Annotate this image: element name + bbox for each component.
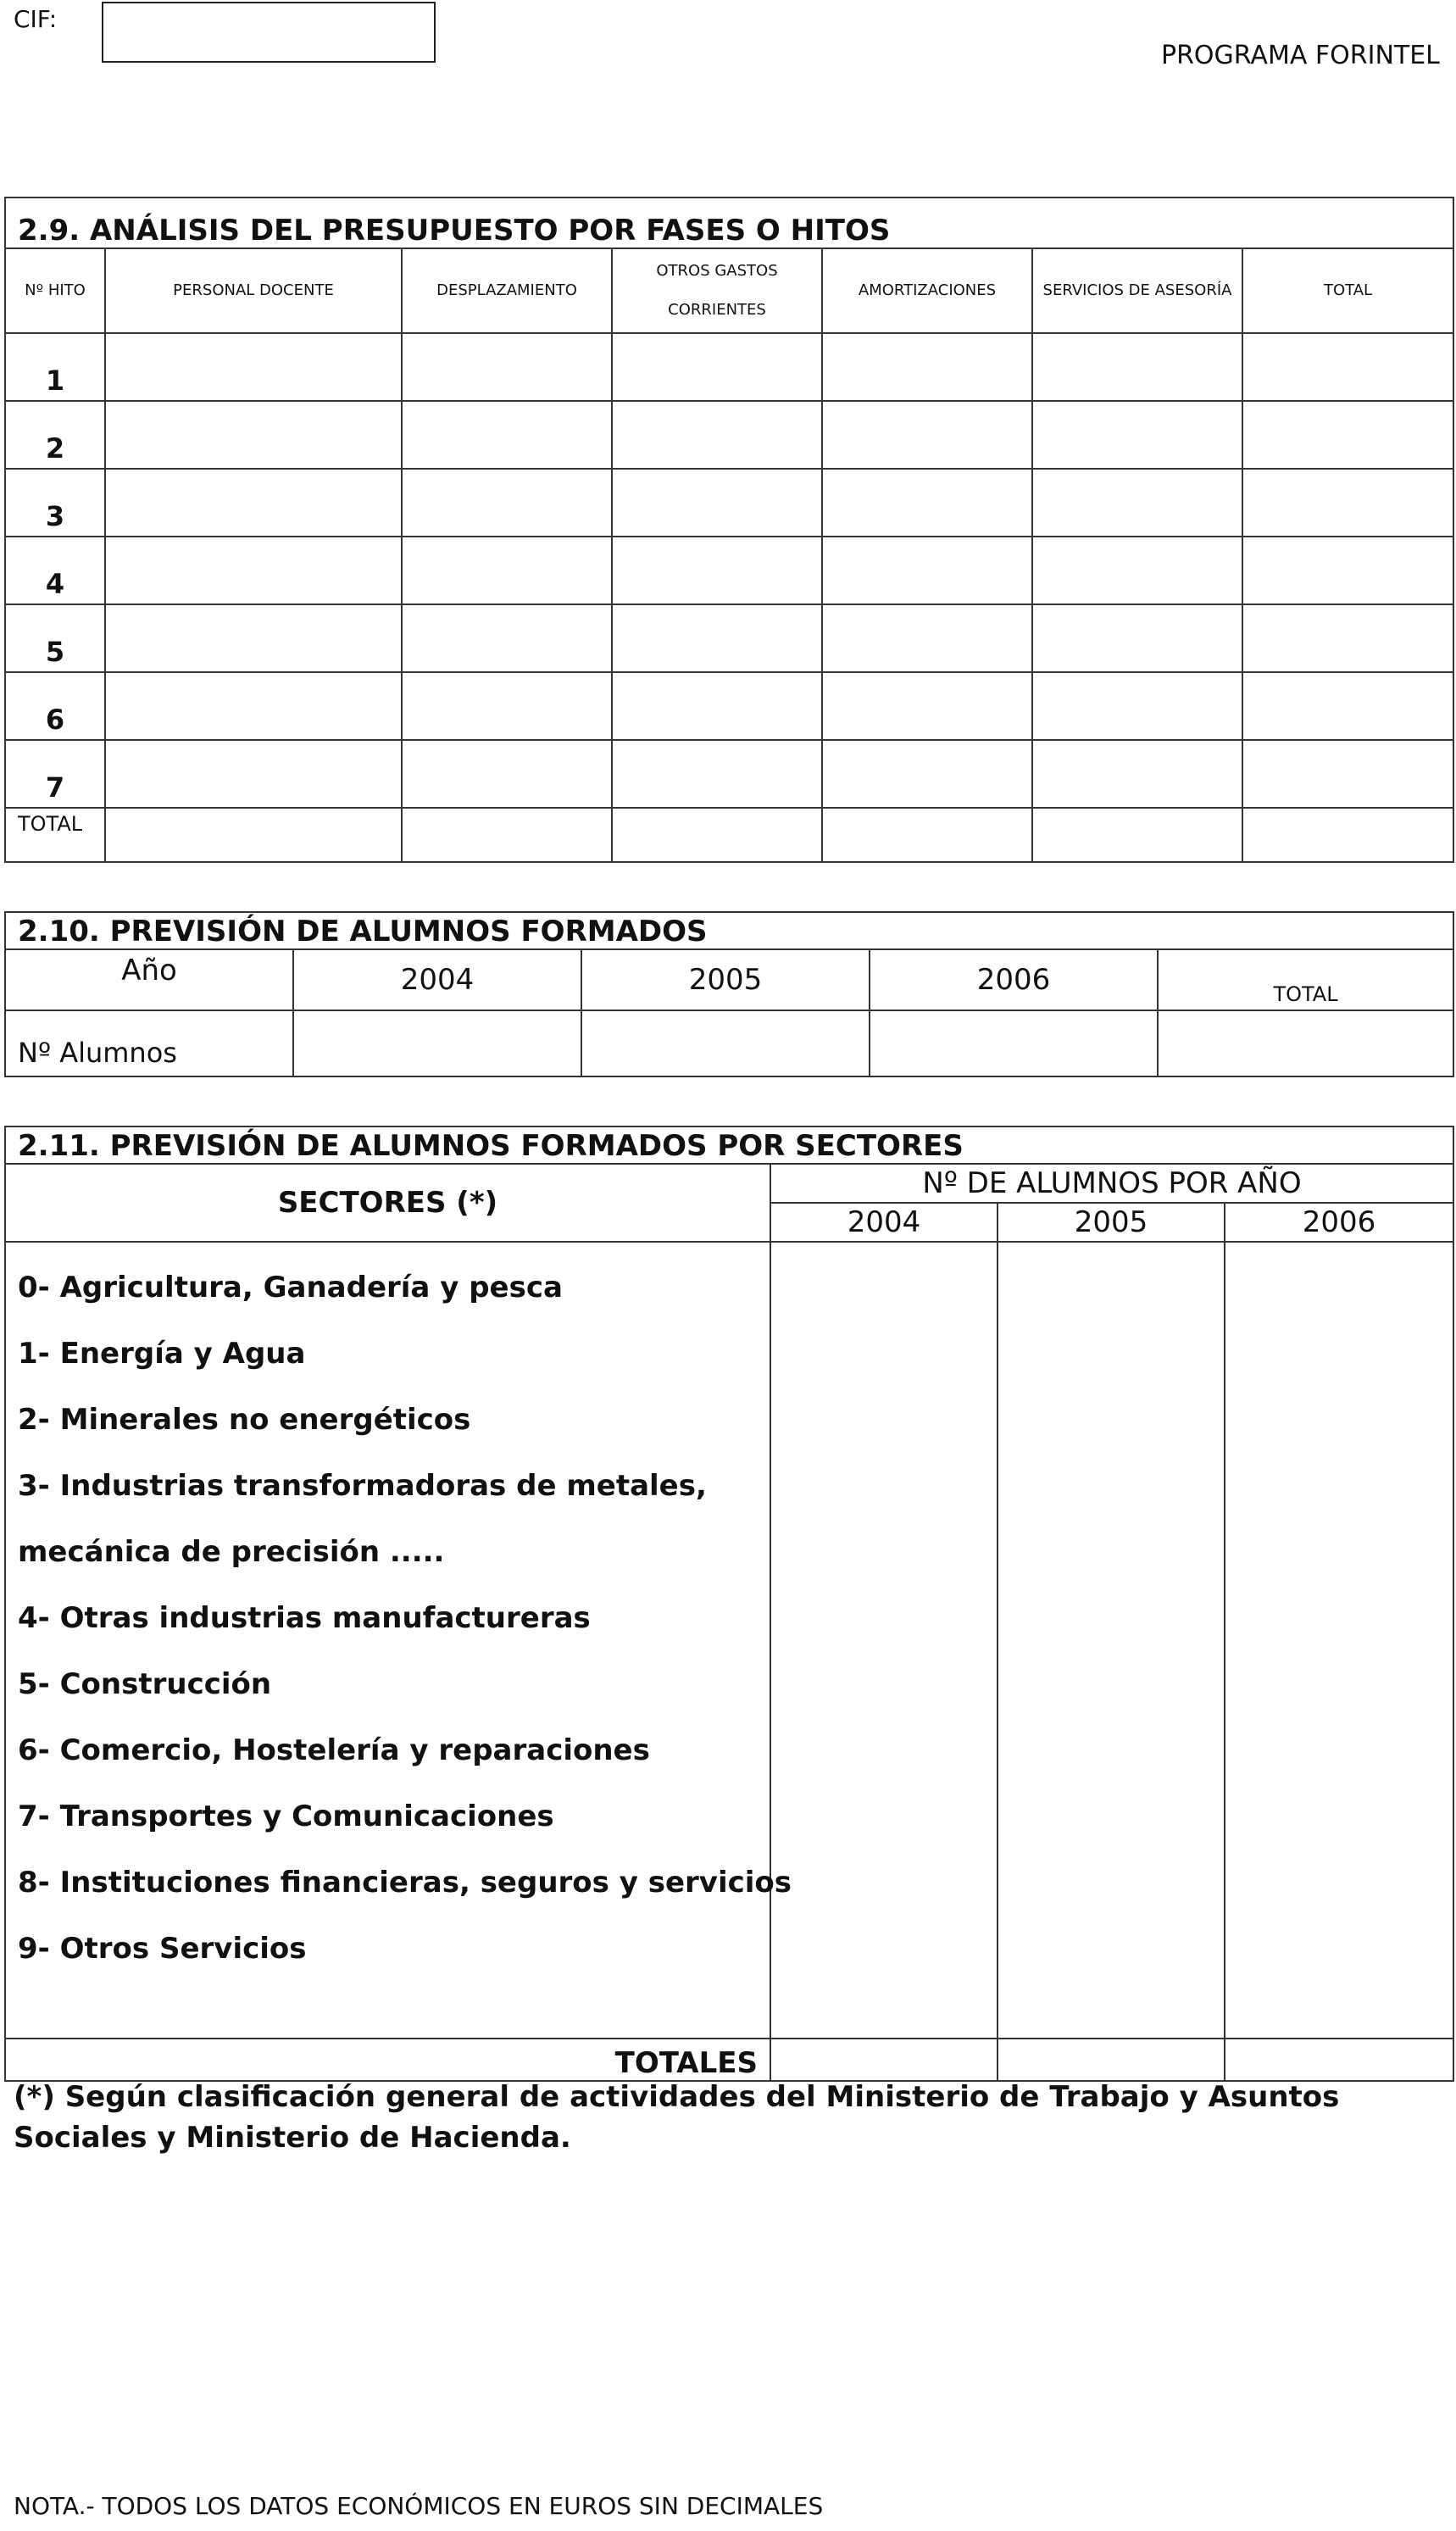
table-row [5,604,1453,672]
list-item: 4- Otras industrias manufactureras [18,1601,591,1635]
section-title-2-10: 2.10. PREVISIÓN DE ALUMNOS FORMADOS [5,912,1453,949]
hito-number: 7 [5,740,105,808]
input-cell[interactable] [1032,672,1242,740]
footnote: (*) Según clasificación general de actividades del Ministerio de Trabajo y Asuntos Sociales y Ministerio de Hacienda. [14,2080,1340,2155]
input-cell[interactable] [293,1010,581,1076]
budget-by-phases-table [4,197,1454,863]
table-row [5,672,1453,740]
input-cell[interactable] [1242,333,1453,401]
year-2004: 2004 [293,949,581,1010]
col-header-hito: Nº HITO [5,248,105,333]
col-header-personal-docente: PERSONAL DOCENTE [105,248,402,333]
section-title-2-11: 2.11. PREVISIÓN DE ALUMNOS FORMADOS POR SECTORES [5,1126,1453,1164]
input-cell[interactable] [105,401,402,469]
input-cell[interactable] [612,401,822,469]
sector-list [5,1242,792,2039]
input-cell[interactable] [1242,604,1453,672]
input-cell[interactable] [612,537,822,604]
total-label: TOTAL [5,808,105,862]
input-column-2005[interactable] [998,1242,1225,2039]
input-cell[interactable] [770,2039,998,2081]
list-item: 6- Comercio, Hostelería y reparaciones [18,1733,650,1767]
totals-label: TOTALES [5,2039,770,2081]
input-cell[interactable] [402,672,612,740]
list-item: 1- Energía y Agua [18,1337,306,1371]
table-row [5,469,1453,537]
input-cell[interactable] [822,740,1032,808]
input-cell[interactable] [612,808,822,862]
year-2005: 2005 [581,949,870,1010]
input-cell[interactable] [105,333,402,401]
input-cell[interactable] [822,469,1032,537]
input-cell[interactable] [402,604,612,672]
input-cell[interactable] [105,808,402,862]
input-cell[interactable] [612,740,822,808]
input-cell[interactable] [105,740,402,808]
input-cell[interactable] [870,1010,1158,1076]
input-cell[interactable] [822,808,1032,862]
input-cell[interactable] [1032,604,1242,672]
hito-number: 5 [5,604,105,672]
input-cell[interactable] [105,672,402,740]
col-header-desplazamiento: DESPLAZAMIENTO [402,248,612,333]
input-cell[interactable] [1242,808,1453,862]
col-header-servicios-asesoria: SERVICIOS DE ASESORÍA [1032,248,1242,333]
input-cell[interactable] [402,333,612,401]
input-cell[interactable] [1242,469,1453,537]
input-cell[interactable] [612,333,822,401]
year-label: Año [5,949,293,1010]
input-cell[interactable] [822,401,1032,469]
input-cell[interactable] [402,469,612,537]
table-row [5,740,1453,808]
students-label: Nº Alumnos [5,1010,293,1076]
input-cell[interactable] [105,469,402,537]
input-cell[interactable] [612,604,822,672]
input-cell[interactable] [1032,808,1242,862]
program-name: PROGRAMA FORINTEL [1161,41,1440,70]
year-2004: 2004 [770,1203,998,1242]
input-column-2006[interactable] [1225,1242,1453,2039]
cif-label: CIF: [14,5,58,33]
hito-number: 4 [5,537,105,604]
input-cell[interactable] [402,401,612,469]
hito-number: 1 [5,333,105,401]
input-cell[interactable] [822,672,1032,740]
total-row [5,808,1453,862]
list-item: 8- Instituciones financieras, seguros y servicios [18,1866,792,1900]
list-item: 5- Construcción [18,1667,272,1701]
list-item: 2- Minerales no energéticos [18,1403,471,1437]
year-2006: 2006 [1225,1203,1453,1242]
input-cell[interactable] [105,537,402,604]
input-cell[interactable] [1242,672,1453,740]
input-cell[interactable] [822,604,1032,672]
list-item: mecánica de precisión ..... [18,1535,445,1569]
hito-number: 2 [5,401,105,469]
hito-number: 6 [5,672,105,740]
input-cell[interactable] [1032,740,1242,808]
input-cell[interactable] [1032,469,1242,537]
list-item: 3- Industrias transformadoras de metales, [18,1469,707,1503]
input-cell[interactable] [612,469,822,537]
hito-number: 3 [5,469,105,537]
col-header-otros-gastos: OTROS GASTOS CORRIENTES [612,248,822,333]
table-row [5,401,1453,469]
input-cell[interactable] [822,537,1032,604]
input-cell[interactable] [402,537,612,604]
students-by-sector-table [4,1126,1454,2082]
students-forecast-table [4,911,1454,1077]
list-item: 9- Otros Servicios [18,1932,307,1966]
input-cell[interactable] [1242,740,1453,808]
col-header-total: TOTAL [1242,248,1453,333]
input-cell[interactable] [612,672,822,740]
total-label: TOTAL [1158,949,1453,1010]
cif-input[interactable] [102,2,436,63]
input-cell[interactable] [402,808,612,862]
economic-data-note: NOTA.- TODOS LOS DATOS ECONÓMICOS EN EUROS SIN DECIMALES [14,2492,824,2520]
list-item: 7- Transportes y Comunicaciones [18,1800,554,1833]
input-cell[interactable] [1242,537,1453,604]
col-header-amortizaciones: AMORTIZACIONES [822,248,1032,333]
input-cell[interactable] [581,1010,870,1076]
input-cell[interactable] [822,333,1032,401]
input-cell[interactable] [1225,2039,1453,2081]
year-2006: 2006 [870,949,1158,1010]
input-column-2004[interactable] [770,1242,998,2039]
input-cell[interactable] [1032,401,1242,469]
table-row [5,333,1453,401]
input-cell[interactable] [1158,1010,1453,1076]
year-2005: 2005 [998,1203,1225,1242]
table-row [5,537,1453,604]
sectors-header: SECTORES (*) [5,1164,770,1242]
input-cell[interactable] [402,740,612,808]
input-cell[interactable] [998,2039,1225,2081]
input-cell[interactable] [105,604,402,672]
input-cell[interactable] [1032,537,1242,604]
list-item: 0- Agricultura, Ganadería y pesca [18,1271,563,1304]
section-title-2-9: 2.9. ANÁLISIS DEL PRESUPUESTO POR FASES O HITOS [5,197,1453,248]
input-cell[interactable] [1032,333,1242,401]
input-cell[interactable] [1242,401,1453,469]
students-per-year-header: Nº DE ALUMNOS POR AÑO [770,1164,1453,1203]
